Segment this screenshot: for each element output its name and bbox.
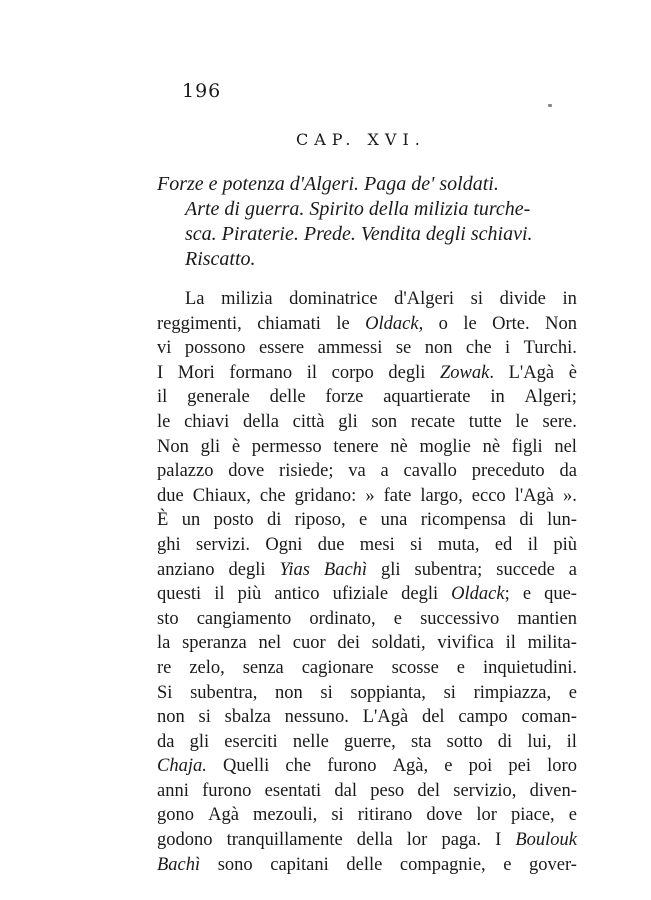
word: I bbox=[157, 362, 164, 383]
summary-line: Forze e potenza d'Algeri. Paga de' soldati. bbox=[157, 173, 499, 195]
word: zelo, bbox=[189, 657, 225, 678]
word: gli bbox=[189, 731, 210, 752]
word: gridano: bbox=[294, 485, 357, 506]
word: si bbox=[410, 534, 423, 555]
word: il bbox=[527, 534, 538, 555]
word: Turchi. bbox=[523, 338, 577, 359]
word: tenere bbox=[333, 436, 379, 457]
body-line bbox=[157, 607, 577, 632]
word: dove bbox=[228, 461, 265, 482]
word: che bbox=[465, 338, 492, 359]
word: che bbox=[259, 485, 286, 506]
word: re bbox=[157, 657, 172, 678]
word: la bbox=[157, 633, 171, 654]
word: poi bbox=[468, 756, 493, 777]
word: aquartierate bbox=[383, 387, 471, 408]
word: di bbox=[519, 510, 534, 531]
summary-line: Riscatto. bbox=[185, 248, 256, 270]
word: I bbox=[495, 830, 502, 851]
word: degli bbox=[401, 584, 439, 605]
word: largo, bbox=[420, 485, 463, 506]
word: ghi bbox=[157, 534, 181, 555]
word: e bbox=[522, 584, 532, 605]
word: le bbox=[515, 411, 529, 432]
word: e bbox=[568, 682, 577, 703]
word: godono bbox=[157, 830, 213, 851]
word: succede bbox=[496, 559, 555, 580]
word: nelle bbox=[292, 731, 329, 752]
word: chiamati bbox=[257, 313, 321, 334]
word: non bbox=[424, 338, 453, 359]
word: que- bbox=[544, 584, 577, 605]
word: posto bbox=[213, 510, 254, 531]
word: compagnie, bbox=[399, 854, 486, 875]
word: dal bbox=[334, 780, 358, 801]
word: antico bbox=[274, 584, 320, 605]
word: subentra; bbox=[414, 559, 483, 580]
word: capitani bbox=[270, 854, 329, 875]
word: il bbox=[214, 584, 225, 605]
word: e bbox=[503, 854, 512, 875]
word: dominatrice bbox=[289, 289, 378, 309]
word: tranquillamente bbox=[226, 830, 343, 851]
word: ». bbox=[563, 485, 577, 506]
word: ecco bbox=[471, 485, 506, 506]
word: del bbox=[421, 707, 445, 728]
word: d'Algeri bbox=[394, 289, 455, 309]
word: sta bbox=[410, 731, 432, 752]
word: possono bbox=[184, 338, 246, 359]
word: di bbox=[497, 731, 513, 752]
word: corpo bbox=[331, 362, 374, 383]
word: permesso bbox=[251, 436, 322, 457]
word: palazzo bbox=[157, 461, 214, 482]
word: si bbox=[331, 805, 344, 826]
word: successivo bbox=[420, 608, 500, 629]
word: Yias bbox=[279, 559, 310, 580]
word: e bbox=[456, 657, 465, 678]
chapter-body-text bbox=[157, 287, 577, 877]
word: riposo, bbox=[294, 510, 346, 531]
word: essere bbox=[258, 338, 305, 359]
word: ufiziale bbox=[332, 584, 389, 605]
word: ricompensa bbox=[420, 510, 507, 531]
word: Oldack, bbox=[365, 313, 424, 334]
word: cagionare bbox=[301, 657, 374, 678]
word: Boulouk bbox=[515, 830, 577, 851]
word: Chaja. bbox=[157, 756, 207, 777]
chapter-heading: CAP. XVI. bbox=[296, 130, 426, 149]
word: moglie bbox=[419, 436, 471, 457]
word: Quelli bbox=[223, 756, 270, 777]
word: Agà, bbox=[392, 756, 429, 777]
word: che bbox=[285, 756, 312, 777]
word: forze bbox=[325, 387, 364, 408]
word: speranza bbox=[182, 633, 247, 654]
word: senza bbox=[242, 657, 284, 678]
word: nel bbox=[554, 436, 577, 457]
word: e bbox=[393, 608, 402, 629]
word: scosse bbox=[391, 657, 439, 678]
word: servizio, bbox=[453, 780, 517, 801]
word: lun- bbox=[547, 510, 577, 531]
word: degli bbox=[388, 362, 426, 383]
summary-line: Arte di guerra. Spirito della milizia turche- bbox=[185, 198, 531, 220]
word: della bbox=[356, 830, 393, 851]
word: Mori bbox=[177, 362, 215, 383]
word: ammessi bbox=[317, 338, 383, 359]
word: più bbox=[553, 534, 577, 555]
word: degli bbox=[228, 559, 266, 580]
word: peso bbox=[370, 780, 405, 801]
body-line bbox=[157, 730, 577, 755]
page-number: 196 bbox=[182, 80, 222, 102]
word: L'Agà bbox=[508, 362, 555, 383]
word: non bbox=[275, 682, 303, 703]
word: nè bbox=[390, 436, 408, 457]
body-line bbox=[157, 533, 577, 558]
word: della bbox=[243, 411, 279, 432]
word: non bbox=[157, 707, 185, 728]
word: milita- bbox=[527, 633, 577, 654]
word: preceduto bbox=[471, 461, 545, 482]
body-line bbox=[157, 705, 577, 730]
word: tutte bbox=[468, 411, 502, 432]
body-line bbox=[157, 779, 577, 804]
word: chiavi bbox=[184, 411, 230, 432]
word: servizi. bbox=[196, 534, 250, 555]
word: e bbox=[444, 756, 453, 777]
body-line bbox=[157, 754, 577, 779]
word: furono bbox=[202, 780, 252, 801]
word: rimpiazza, bbox=[473, 682, 552, 703]
word: va bbox=[348, 461, 366, 482]
word: È bbox=[157, 510, 169, 531]
word: risiede; bbox=[279, 461, 334, 482]
word: se bbox=[395, 338, 412, 359]
word: vivifica bbox=[437, 633, 494, 654]
chapter-summary bbox=[157, 172, 577, 272]
word: in bbox=[562, 289, 577, 309]
word: il bbox=[306, 362, 318, 383]
word: è bbox=[231, 436, 241, 457]
word: Algeri; bbox=[524, 387, 577, 408]
word: subentra, bbox=[190, 682, 258, 703]
body-line bbox=[157, 484, 577, 509]
word: a bbox=[380, 461, 389, 482]
word: il bbox=[157, 387, 168, 408]
word: figli bbox=[511, 436, 543, 457]
word: una bbox=[380, 510, 408, 531]
word: diven- bbox=[529, 780, 577, 801]
word: più bbox=[237, 584, 262, 605]
word: Ogni bbox=[265, 534, 303, 555]
word: lor bbox=[476, 805, 497, 826]
body-line bbox=[157, 385, 577, 410]
word: mesi bbox=[359, 534, 395, 555]
word: gover- bbox=[529, 854, 577, 875]
word: Non bbox=[545, 313, 577, 334]
word: reggimenti, bbox=[157, 313, 242, 334]
body-line bbox=[157, 681, 577, 706]
word: guerre, bbox=[343, 731, 396, 752]
word: dove bbox=[426, 805, 463, 826]
body-line bbox=[157, 631, 577, 656]
word: esentati bbox=[264, 780, 322, 801]
word: La bbox=[185, 289, 205, 309]
body-line bbox=[157, 336, 577, 361]
word: eserciti bbox=[224, 731, 278, 752]
summary-line: sca. Piraterie. Prede. Vendita degli schiavi. bbox=[185, 223, 533, 245]
word: Zowak. bbox=[440, 362, 494, 383]
word: ordinato, bbox=[309, 608, 376, 629]
word: piace, bbox=[511, 805, 555, 826]
body-line bbox=[157, 361, 577, 386]
body-line bbox=[157, 558, 577, 583]
word: recate bbox=[410, 411, 456, 432]
word: gli bbox=[338, 411, 358, 432]
word: cangiamento bbox=[196, 608, 292, 629]
word: lor bbox=[406, 830, 428, 851]
body-line bbox=[157, 803, 577, 828]
word: cavallo bbox=[403, 461, 457, 482]
word: si bbox=[320, 682, 333, 703]
word: i bbox=[505, 338, 511, 359]
word: del bbox=[417, 780, 441, 801]
word: Bachì bbox=[157, 854, 201, 875]
word: generale bbox=[187, 387, 250, 408]
word: anni bbox=[157, 780, 189, 801]
word: delle bbox=[346, 854, 383, 875]
word: sere. bbox=[542, 411, 577, 432]
word: a bbox=[568, 559, 577, 580]
word: due bbox=[317, 534, 345, 555]
body-line bbox=[157, 312, 577, 337]
word: il bbox=[505, 633, 516, 654]
word: nessuno. bbox=[284, 707, 349, 728]
word: e bbox=[568, 805, 577, 826]
word: sono bbox=[217, 854, 253, 875]
word: Orte. bbox=[492, 313, 530, 334]
body-line bbox=[157, 582, 577, 607]
word: sto bbox=[157, 608, 179, 629]
word: gli bbox=[200, 436, 221, 457]
word: coman- bbox=[521, 707, 577, 728]
word: in bbox=[490, 387, 505, 408]
word: due bbox=[157, 485, 184, 506]
word: le bbox=[463, 313, 477, 334]
page-speck bbox=[548, 104, 552, 107]
body-line bbox=[157, 828, 577, 853]
word: si bbox=[470, 289, 484, 309]
word: mezouli, bbox=[253, 805, 318, 826]
body-line bbox=[157, 287, 577, 312]
word: Non bbox=[157, 436, 189, 457]
word: loro bbox=[547, 756, 577, 777]
word: milizia bbox=[221, 289, 273, 309]
word: fate bbox=[383, 485, 412, 506]
word: soppianta, bbox=[350, 682, 426, 703]
word: Agà bbox=[208, 805, 239, 826]
word: furono bbox=[327, 756, 377, 777]
word: sotto bbox=[446, 731, 483, 752]
word: è bbox=[568, 362, 577, 383]
word: ed bbox=[494, 534, 513, 555]
word: mantien bbox=[517, 608, 577, 629]
word: muta, bbox=[437, 534, 480, 555]
body-line bbox=[157, 508, 577, 533]
word: paga. bbox=[441, 830, 481, 851]
word: formano bbox=[229, 362, 293, 383]
word: da bbox=[559, 461, 577, 482]
word: di bbox=[267, 510, 282, 531]
word: città bbox=[292, 411, 325, 432]
word: l'Agà bbox=[514, 485, 554, 506]
body-line bbox=[157, 853, 577, 878]
word: gli bbox=[381, 559, 401, 580]
word: » bbox=[365, 485, 375, 506]
word: divide bbox=[499, 289, 546, 309]
word: si bbox=[443, 682, 456, 703]
word: delle bbox=[269, 387, 306, 408]
word: anziano bbox=[157, 559, 215, 580]
body-line bbox=[157, 435, 577, 460]
body-line bbox=[157, 656, 577, 681]
word: ritirano bbox=[357, 805, 413, 826]
word: dei bbox=[337, 633, 360, 654]
word: cuor bbox=[292, 633, 326, 654]
word: nel bbox=[258, 633, 282, 654]
word: nè bbox=[482, 436, 501, 457]
word: si bbox=[198, 707, 211, 728]
word: Oldack; bbox=[451, 584, 510, 605]
word: gono bbox=[157, 805, 194, 826]
word: il bbox=[566, 731, 577, 752]
word: campo bbox=[458, 707, 508, 728]
word: o bbox=[438, 313, 448, 334]
word: le bbox=[157, 411, 171, 432]
word: Chiaux, bbox=[192, 485, 251, 506]
word: un bbox=[181, 510, 201, 531]
word: Bachì bbox=[323, 559, 368, 580]
word: e bbox=[359, 510, 368, 531]
word: inquietudini. bbox=[482, 657, 577, 678]
word: soldati, bbox=[371, 633, 426, 654]
word: Si bbox=[157, 682, 173, 703]
word: questi bbox=[157, 584, 202, 605]
word: son bbox=[371, 411, 398, 432]
word: da bbox=[157, 731, 175, 752]
word: vi bbox=[157, 338, 172, 359]
word: le bbox=[336, 313, 350, 334]
word: sbalza bbox=[224, 707, 271, 728]
word: lui, bbox=[527, 731, 552, 752]
word: pei bbox=[508, 756, 532, 777]
body-line bbox=[157, 459, 577, 484]
word: L'Agà bbox=[362, 707, 409, 728]
body-line bbox=[157, 410, 577, 435]
